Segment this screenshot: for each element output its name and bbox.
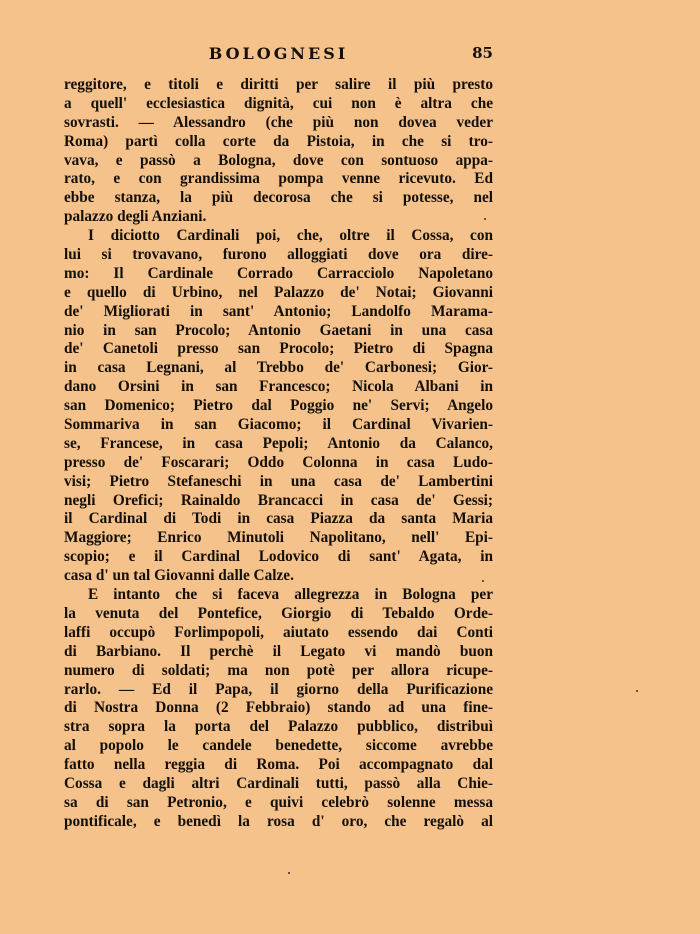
body-text xyxy=(64,76,493,832)
text-line: Cossa e dagli altri Cardinali tutti, passò alla Chie- xyxy=(64,774,493,792)
text-line: I diciotto Cardinali poi, che, oltre il Cossa, con xyxy=(88,227,493,245)
paper-speck xyxy=(288,872,290,874)
text-line: Sommariva in san Giacomo; il Cardinal Vivarien- xyxy=(64,416,493,434)
text-line: a quell' ecclesiastica dignità, cui non è altra che xyxy=(64,94,493,112)
text-line: sa di san Petronio, e quivi celebrò solenne messa xyxy=(64,793,493,811)
text-line: E intanto che si faceva allegrezza in Bologna per xyxy=(88,586,493,604)
text-line: dano Orsini in san Francesco; Nicola Albani in xyxy=(64,378,493,396)
text-line: Maggiore; Enrico Minutoli Napolitano, nell' Epi- xyxy=(64,529,493,547)
text-line: laffi occupò Forlimpopoli, aiutato essendo dai Conti xyxy=(64,623,493,641)
page-header xyxy=(64,44,493,68)
text-line: di Barbiano. Il perchè il Legato vi mandò buon xyxy=(64,642,493,660)
text-line: presso de' Foscarari; Oddo Colonna in casa Ludo- xyxy=(64,453,493,471)
text-line: rarlo. — Ed il Papa, il giorno della Purificazione xyxy=(64,680,493,698)
text-line: visi; Pietro Stefaneschi in una casa de' Lambertini xyxy=(64,472,493,490)
running-head: BOLOGNESI xyxy=(208,44,349,63)
text-line: pontificale, e benedì la rosa d' oro, che regalò al xyxy=(64,812,493,830)
text-line: stra sopra la porta del Palazzo pubblico, distribuì xyxy=(64,718,493,736)
text-line: nio in san Procolo; Antonio Gaetani in una casa xyxy=(64,321,493,339)
text-line: in casa Legnani, al Trebbo de' Carbonesi; Gior- xyxy=(64,359,493,377)
text-line: e quello di Urbino, nel Palazzo de' Notai; Giovanni xyxy=(64,283,493,301)
text-line: al popolo le candele benedette, siccome avrebbe xyxy=(64,737,493,755)
text-line: de' Canetoli presso san Procolo; Pietro di Spagna xyxy=(64,340,493,358)
paper-speck xyxy=(636,690,638,692)
paper-speck xyxy=(484,218,486,220)
text-line: fatto nella reggia di Roma. Poi accompagnato dal xyxy=(64,756,493,774)
text-line: reggitore, e titoli e diritti per salire il più presto xyxy=(64,76,493,93)
page-number: 85 xyxy=(472,44,493,62)
text-line: casa d' un tal Giovanni dalle Calze. xyxy=(64,567,294,585)
text-line: san Domenico; Pietro dal Poggio ne' Servi; Angelo xyxy=(64,397,493,415)
text-line: rato, e con grandissima pompa venne ricevuto. Ed xyxy=(64,170,493,188)
text-line: numero di soldati; ma non potè per allora ricupe- xyxy=(64,661,493,679)
text-line: il Cardinal di Todi in casa Piazza da santa Maria xyxy=(64,510,493,528)
text-line: de' Migliorati in sant' Antonio; Landolfo Marama- xyxy=(64,302,493,320)
text-line: se, Francese, in casa Pepoli; Antonio da Calanco, xyxy=(64,434,493,452)
text-line: ebbe stanza, la più decorosa che si potesse, nel xyxy=(64,189,493,207)
paper-speck xyxy=(482,580,484,582)
text-line: la venuta del Pontefice, Giorgio di Tebaldo Orde- xyxy=(64,604,493,622)
text-line: scopio; e il Cardinal Lodovico di sant' Agata, in xyxy=(64,548,493,566)
text-line: mo: Il Cardinale Corrado Carracciolo Napoletano xyxy=(64,264,493,282)
text-line: lui si trovavano, furono alloggiati dove ora dire- xyxy=(64,246,493,264)
text-line: negli Orefici; Rainaldo Brancacci in casa de' Gessi; xyxy=(64,491,493,509)
text-line: vava, e passò a Bologna, dove con sontuoso appa- xyxy=(64,151,493,169)
text-line: di Nostra Donna (2 Febbraio) stando ad una fine- xyxy=(64,699,493,717)
text-line: Roma) partì colla corte da Pistoia, in che si tro- xyxy=(64,132,493,150)
text-line: sovrasti. — Alessandro (che più non dovea veder xyxy=(64,113,493,131)
text-line: palazzo degli Anziani. xyxy=(64,208,207,226)
